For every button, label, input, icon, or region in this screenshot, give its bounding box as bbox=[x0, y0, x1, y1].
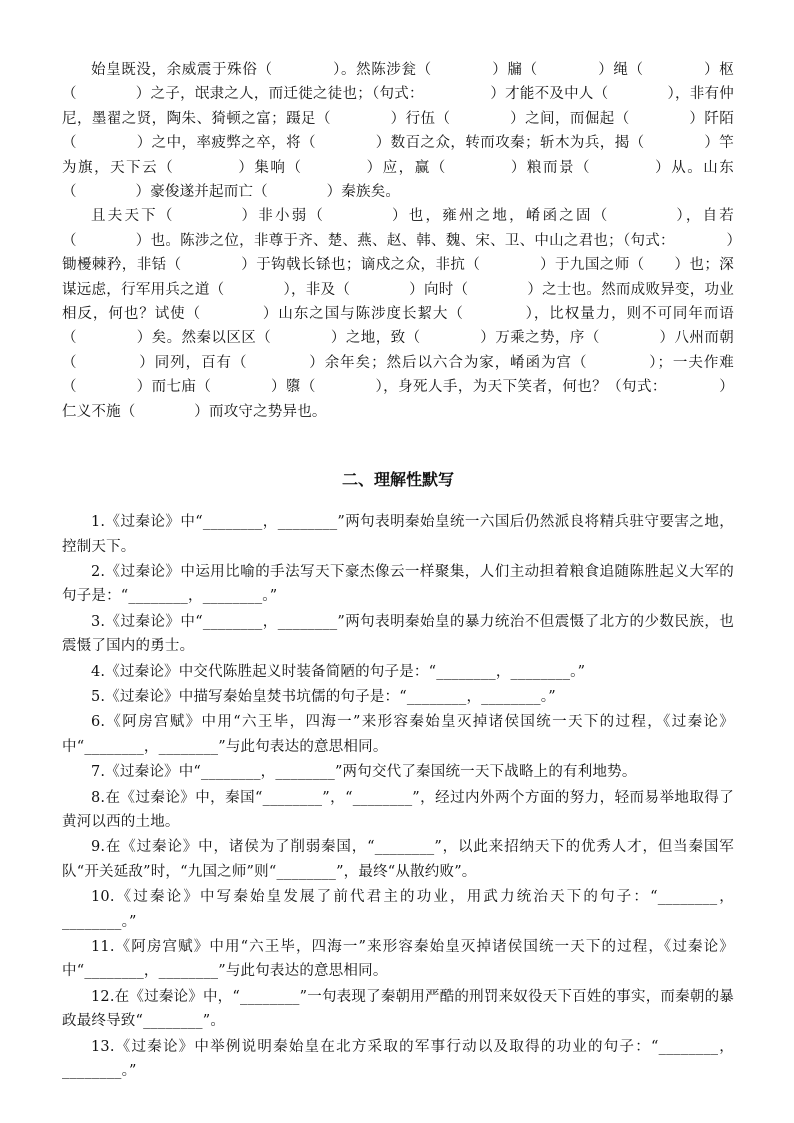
question-item: 2.《过秦论》中运用比喻的手法写天下豪杰像云一样聚集，人们主动担着粮食追随陈胜起义大军的句子是：“________，________。” bbox=[62, 563, 734, 605]
question-item: 4.《过秦论》中交代陈胜起义时装备简陋的句子是：“________，________。” bbox=[91, 663, 586, 680]
question-item: 13.《过秦论》中举例说明秦始皇在北方采取的军事行动以及取得的功业的句子：“________，________。” bbox=[62, 1038, 734, 1080]
passage-paragraph-2: 且夫天下（ ）非小弱（ ）也，雍州之地，崤函之固（ ），自若（ ）也。陈涉之位，非尊于齐、楚、燕、赵、韩、魏、宋、卫、中山之君也；（句式： ）锄櫌棘矜，非铦（ ）于钩戟长铩也；谪戍之众，非抗（ ）于九国之师（ ）也；深谋远虑，行军用兵之道（ ），非及（ ）向时（ ）之士也。然而成败异变，功业相反，何也？试使（ ）山东之国与陈涉度长絜大（ ），比权量力，则不可同年而语（ ）矣。然秦以区区（ ）之地，致（ ）万乘之势，序（ ）八州而朝（ ）同列，百有（ ）余年矣；然后以六合为家，崤函为宫（ ）；一夫作难（ ）而七庙（ ）隳（ ），身死人手，为天下笑者，何也？（句式： ）仁义不施（ ）而攻守之势异也。 bbox=[62, 208, 734, 420]
question-item: 5.《过秦论》中描写秦始皇焚书坑儒的句子是：“________，________。” bbox=[91, 688, 556, 705]
question-list bbox=[62, 510, 734, 1083]
passage-paragraph-1: 始皇既没，余威震于殊俗（ ）。然陈涉瓮（ ）牖（ ）绳（ ）枢（ ）之子，氓隶之人，而迁徙之徒也；（句式： ）才能不及中人（ ），非有仲尼，墨翟之贤，陶朱、猗顿之富；蹑足（ ）行伍（ ）之间，而倔起（ ）阡陌（ ）之中，率疲弊之卒，将（ ）数百之众，转而攻秦；斩木为兵，揭（ ）竿为旗，天下云（ ）集响（ ）应，赢（ ）粮而景（ ）从。山东（ ）豪俊遂并起而亡（ ）秦族矣。 bbox=[62, 62, 734, 201]
question-item: 10.《过秦论》中写秦始皇发展了前代君主的功业，用武力统治天下的句子：“________，________。” bbox=[62, 889, 734, 930]
question-item: 11.《阿房宫赋》中用“六王毕，四海一”来形容秦始皇灭掉诸侯国统一天下的过程，《过秦论》中“________，________”与此句表达的意思相同。 bbox=[62, 939, 734, 980]
question-item: 6.《阿房宫赋》中用“六王毕，四海一”来形容秦始皇灭掉诸侯国统一天下的过程，《过秦论》中“________，________”与此句表达的意思相同。 bbox=[62, 714, 734, 755]
section-title: 二、理解性默写 bbox=[341, 470, 454, 490]
question-item: 7.《过秦论》中“________，________”两句交代了秦国统一天下战略上的有利地势。 bbox=[91, 764, 637, 781]
question-item: 8.在《过秦论》中，秦国“________”，“________”，经过内外两个方面的努力，轻而易举地取得了黄河以西的土地。 bbox=[62, 789, 734, 830]
question-item: 12.在《过秦论》中，“________”一句表现了秦朝用严酷的刑罚来奴役天下百姓的事实，而秦朝的暴政最终导致“________”。 bbox=[62, 988, 734, 1030]
question-item: 3.《过秦论》中“________，________”两句表明秦始皇的暴力统治不但震慑了北方的少数民族，也震慑了国内的勇士。 bbox=[62, 613, 734, 655]
question-item: 9.在《过秦论》中，诸侯为了削弱秦国，“________”，以此来招纳天下的优秀人才，但当秦国军队“开关延敌”时，“九国之师”则“________”，最终“从散约败”。 bbox=[62, 839, 734, 880]
document-page bbox=[62, 58, 734, 1084]
question-item: 1.《过秦论》中“________，________”两句表明秦始皇统一六国后仍然派良将精兵驻守要害之地，控制天下。 bbox=[62, 514, 734, 555]
